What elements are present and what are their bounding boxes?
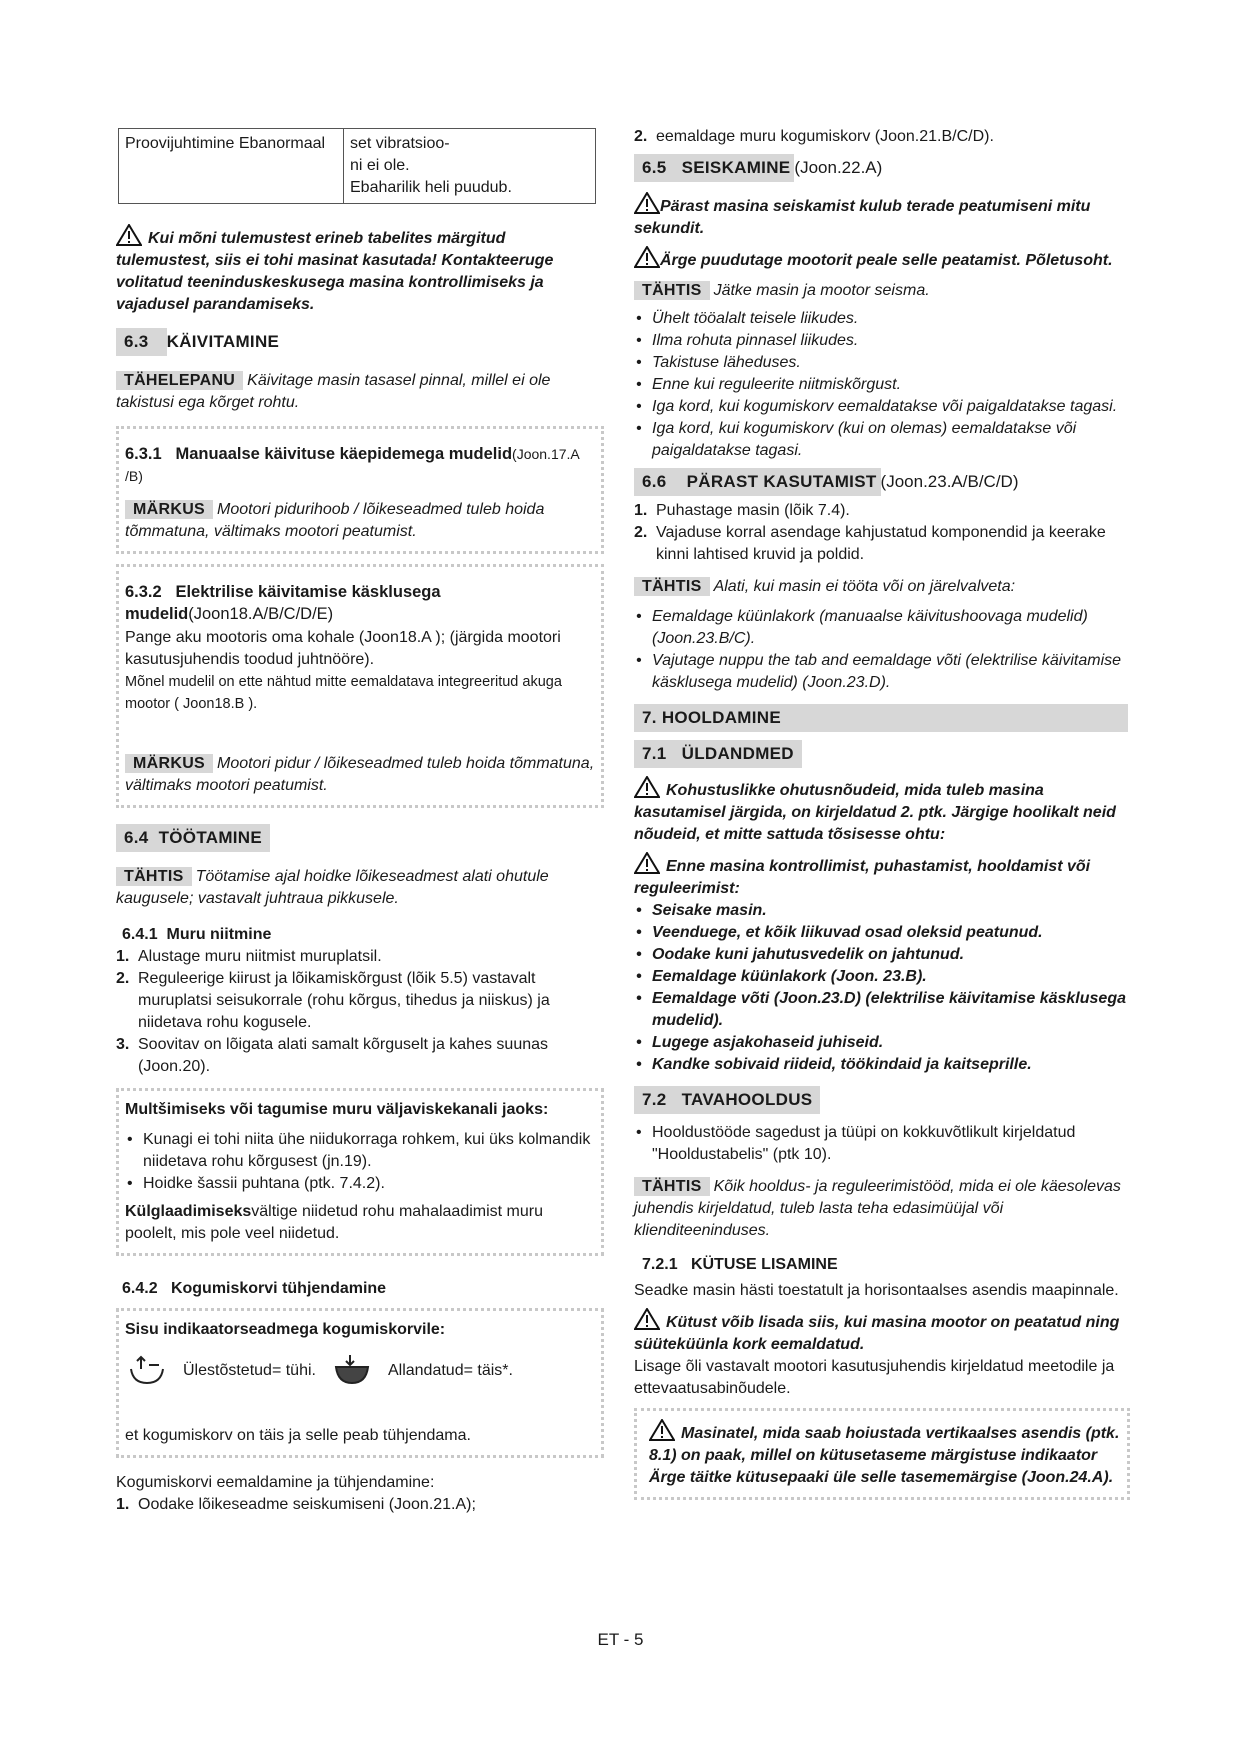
warning-icon	[634, 1308, 660, 1330]
fuel-level-box	[634, 1408, 1130, 1500]
warning-icon	[634, 776, 660, 798]
list-item: 1. Oodake lõikeseadme seiskumiseni (Joon.21.A);	[116, 1496, 476, 1513]
list-item: • Hooldustööde sagedust ja tüüpi on kokkuvõtlikult kirjeldatud "Hooldustabelis" (ptk 10).	[634, 1122, 1130, 1166]
note-label: MÄRKUS	[125, 500, 213, 519]
side-discharge-paragraph: Külglaadimiseksvältige niidetud rohu mahalaadimist muru poolelt, mis pole veel niidetud.	[125, 1203, 543, 1242]
list-item: • Enne kui reguleerite niitmiskõrgust.	[634, 374, 1130, 396]
indicator-lowered-icon	[330, 1353, 374, 1389]
section-6-3-heading: 6.3 KÄIVITAMINE	[116, 328, 604, 356]
list-item: • Iga kord, kui kogumiskorv (kui on olemas) eemaldatakse või paigaldatakse tagasi.	[634, 418, 1130, 462]
subsection-6-4-1-heading: 6.4.1 Muru niitmine	[122, 926, 272, 943]
warning-paragraph: Ärge puudutage mootorit peale selle peatamist. Põletusoht.	[634, 246, 1130, 272]
warning-icon	[649, 1419, 675, 1441]
indicator-raised-icon	[125, 1353, 169, 1389]
mulching-list	[125, 1129, 595, 1195]
note-label: TÄHTIS	[116, 867, 192, 886]
list-item: • Kunagi ei tohi niita ühe niidukorraga rohkem, kui üks kolmandik niidetava rohu kõrgusest (jn.19).	[125, 1129, 595, 1173]
warning-paragraph: Kui mõni tulemustest erineb tabelites märgitud tulemustest, siis ei tohi masinat kasutada! Kontakteeruge volitatud teeninduskeskusega masina kontrollimiseks ja vajadusel parandamiseks.	[116, 224, 604, 316]
warning-paragraph: Kohustuslikke ohutusnõudeid, mida tuleb masina kasutamisel järgida, on kirjeldatud 2. ptk. Järgige hoolikalt neid nõudeid, et mitte sattuda tõsisesse ohtu:	[634, 776, 1130, 846]
list-item: • Veenduege, et kõik liikuvad osad oleksid peatunud.	[634, 922, 1130, 944]
list-item: • Kandke sobivaid riideid, töökindaid ja kaitseprille.	[634, 1054, 1130, 1076]
warning-icon	[634, 852, 660, 874]
list-item: • Oodake kuni jahutusvedelik on jahtunud.	[634, 944, 1130, 966]
section-7-2-heading: 7.2 TAVAHOOLDUS	[634, 1086, 1130, 1114]
electric-start-box	[116, 564, 604, 808]
note-stop: TÄHTIS Jätke masin ja mootor seisma.	[634, 280, 1130, 302]
note-label: TÄHELEPANU	[116, 371, 243, 390]
mulching-box	[116, 1088, 604, 1256]
note-maintenance: TÄHTIS Kõik hooldus- ja reguleerimistööd, mida ei ole käesolevas juhendis kirjeldatud, tuleb lasta teha edasimüüjal või klienditeeninduses.	[634, 1178, 1121, 1239]
list-item: • Eemaldage küünlakork (Joon. 23.B).	[634, 966, 1130, 988]
warning-icon	[634, 246, 660, 268]
warning-paragraph: Enne masina kontrollimist, puhastamist, hooldamist või reguleerimist:	[634, 852, 1130, 900]
indicator-box	[116, 1308, 604, 1458]
warning-paragraph: Pärast masina seiskamist kulub terade peatumiseni mitu sekundit.	[634, 192, 1130, 240]
list-item: 2. eemaldage muru kogumiskorv (Joon.21.B/C/D).	[634, 128, 994, 145]
note-label: TÄHTIS	[634, 577, 710, 596]
list-item: 3. Soovitav on lõigata alati samalt kõrguselt ja kahes suunas (Joon.20).	[116, 1036, 549, 1075]
note-brake: MÄRKUS Mootori pidurihoob / lõikeseadmed tuleb hoida tõmmatuna, vältimaks mootori peatumist.	[125, 501, 545, 540]
paragraph: Mõnel mudelil on ette nähtud mitte eemaldatava integreeritud akuga mootor ( Joon18.B ).	[125, 674, 562, 712]
paragraph: Seadke masin hästi toestatult ja horisontaalses asendis maapinnale.	[634, 1282, 1119, 1299]
warning-paragraph: Kütust võib lisada siis, kui masina mootor on peatatud ning süüteküünla kork eemaldatud.	[634, 1308, 1130, 1356]
box-footnote: et kogumiskorv on täis ja selle peab tühjendama.	[125, 1427, 471, 1444]
list-item: 2. Vajaduse korral asendage kahjustatud komponendid ja keerake kinni lahtised kruvid ja poldid.	[634, 524, 1106, 563]
note-starting: TÄHELEPANU Käivitage masin tasasel pinnal, millel ei ole takistusi ega kõrget rohtu.	[116, 372, 551, 411]
note-label: TÄHTIS	[634, 281, 710, 300]
paragraph: Kogumiskorvi eemaldamine ja tühjendamine:	[116, 1474, 435, 1491]
box-title: Sisu indikaatorseadmega kogumiskorvile:	[125, 1321, 446, 1338]
list-item: • Ilma rohuta pinnasel liikudes.	[634, 330, 1130, 352]
list-item: • Eemaldage küünlakork (manuaalse käivitushoovaga mudelid)(Joon.23.B/C).	[634, 606, 1130, 650]
box-title: Multšimiseks või tagumise muru väljaviskekanali jaoks:	[125, 1101, 549, 1118]
subsection-6-4-2-heading: 6.4.2 Kogumiskorvi tühjendamine	[122, 1280, 387, 1297]
test-drive-table	[118, 128, 596, 204]
indicator-row: Ülestõstetud= tühi. Allandatud= täis*.	[125, 1353, 595, 1389]
list-item: 1. Alustage muru niitmist muruplatsil.	[116, 948, 382, 965]
list-item: • Iga kord, kui kogumiskorv eemaldatakse või paigaldatakse tagasi.	[634, 396, 1130, 418]
section-6-6-heading: 6.6 PÄRAST KASUTAMIST (Joon.23.A/B/C/D)	[634, 468, 1130, 496]
subsection-6-3-2-heading: 6.3.2 Elektrilise käivitamise käsklusega mudelid(Joon18.A/B/C/D/E)	[125, 583, 441, 623]
after-use-list	[634, 606, 1130, 694]
warning-icon	[116, 224, 142, 246]
list-item: • Eemaldage võti (Joon.23.D) (elektrilise käivitamise käsklusega mudelid).	[634, 988, 1130, 1032]
list-item: • Lugege asjakohaseid juhiseid.	[634, 1032, 1130, 1054]
list-item: • Takistuse läheduses.	[634, 352, 1130, 374]
section-6-4-heading: 6.4 TÖÖTAMINE	[116, 824, 604, 852]
note-working: TÄHTIS Töötamise ajal hoidke lõikeseadmest alati ohutule kaugusele; vastavalt juhtraua pikkusele.	[116, 868, 549, 907]
note-after-use: TÄHTIS Alati, kui masin ei tööta või on järelvalveta:	[634, 576, 1130, 598]
warning-icon	[634, 192, 660, 214]
paragraph: Pange aku mootoris oma kohale (Joon18.A ); (järgida mootori kasutusjuhendis toodud juhtnööre).	[125, 629, 561, 668]
list-item: • Ühelt tööalalt teisele liikudes.	[634, 308, 1130, 330]
table-line: set vibratsioo-	[350, 135, 450, 152]
left-column	[116, 128, 604, 1516]
maintenance-precautions-list	[634, 900, 1130, 1076]
table-cell-result	[344, 129, 596, 204]
section-7-heading: 7. HOOLDAMINE	[634, 704, 1130, 732]
section-6-5-heading: 6.5 SEISKAMINE (Joon.22.A)	[634, 154, 1130, 182]
list-item: • Vajutage nuppu the tab and eemaldage võti (elektrilise käivitamise käsklusega mudelid) (Joon.23.D).	[634, 650, 1130, 694]
subsection-6-3-1-heading: 6.3.1 Manuaalse käivituse käepidemega mudelid(Joon.17.A /B)	[125, 445, 579, 484]
after-use-steps	[634, 500, 1130, 566]
list-item: 1. Puhastage masin (lõik 7.4).	[634, 502, 850, 519]
table-cell-test: Proovijuhtimine Ebanormaal	[119, 129, 344, 204]
section-7-1-heading: 7.1 ÜLDANDMED	[634, 740, 1130, 768]
table-line: Ebaharilik heli puudub.	[350, 179, 512, 196]
list-item: 2. Reguleerige kiirust ja lõikamiskõrgust (lõik 5.5) vastavalt muruplatsi seisukorrale (rohu kõrgus, tihedus ja niiskus) ja niidetava rohu kogusele.	[116, 970, 550, 1031]
page-number: ET - 5	[597, 1630, 644, 1649]
list-item: • Hoidke šassii puhtana (ptk. 7.4.2).	[125, 1173, 595, 1195]
table-line: ni ei ole.	[350, 157, 410, 174]
note-label: TÄHTIS	[634, 1177, 710, 1196]
paragraph: Lisage õli vastavalt mootori kasutusjuhendis kirjeldatud meetodile ja ettevaatusabinõudele.	[634, 1358, 1115, 1397]
list-item: • Seisake masin.	[634, 900, 1130, 922]
right-column	[634, 126, 1130, 1500]
subsection-7-2-1-heading: 7.2.1 KÜTUSE LISAMINE	[642, 1256, 838, 1273]
warning-paragraph: Masinatel, mida saab hoiustada vertikaalses asendis (ptk. 8.1) on paak, millel on kütusetaseme märgistuse indikaator Ärge täitke kütusepaaki üle selle tasememärgise (Joon.24.A).	[649, 1419, 1121, 1489]
note-brake-2: MÄRKUS Mootori pidur / lõikeseadmed tuleb hoida tõmmatuna, vältimaks mootori peatumist.	[125, 755, 595, 794]
routine-maintenance-list	[634, 1122, 1130, 1166]
manual-start-box	[116, 426, 604, 554]
note-label: MÄRKUS	[125, 754, 213, 773]
stop-list	[634, 308, 1130, 462]
mowing-steps	[116, 946, 604, 1078]
section-title: KÄIVITAMINE	[166, 332, 280, 351]
